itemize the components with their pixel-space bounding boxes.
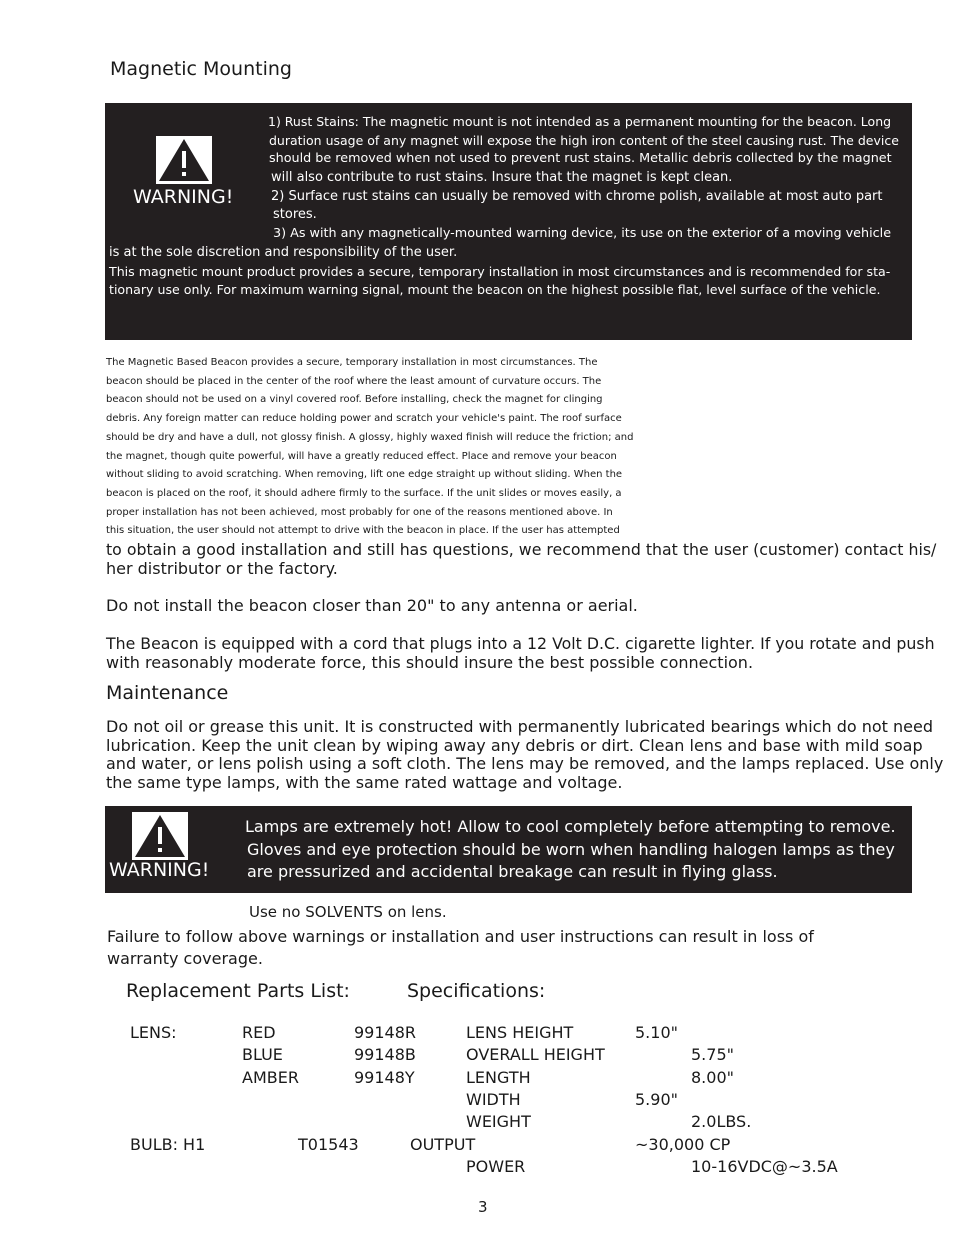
cord-paragraph <box>106 635 935 672</box>
lens-part-number: 99148R <box>354 1023 417 1042</box>
lens-part-number: 99148B <box>354 1045 416 1064</box>
paragraph-line: warranty coverage. <box>107 949 263 968</box>
lamp-warning-box <box>105 806 912 893</box>
warning-text-line: should be removed when not used to prevent rust stains. Metallic debris collected by the magnet <box>269 151 892 166</box>
spec-label: WEIGHT <box>466 1112 531 1131</box>
paragraph-line: should be dry and have a dull, not glossy finish. A glossy, highly waxed finish will reduce the friction; and <box>106 431 634 443</box>
paragraph-line: beacon is placed on the roof, it should adhere firmly to the surface. If the unit slides or moves easily, a <box>106 487 622 499</box>
paragraph-line: the same type lamps, with the same rated wattage and voltage. <box>106 773 623 793</box>
paragraph-line: without sliding to avoid scratching. When removing, lift one edge straight up without sliding. When the <box>106 469 623 481</box>
lens-label: LENS: <box>130 1023 177 1042</box>
lens-color: BLUE <box>242 1045 283 1064</box>
lens-color: AMBER <box>242 1068 299 1087</box>
bulb-part-number: T01543 <box>298 1135 359 1154</box>
warning-text-line: will also contribute to rust stains. Insure that the magnet is kept clean. <box>271 170 733 185</box>
spec-label: OVERALL HEIGHT <box>466 1045 605 1064</box>
warning-text-line: Gloves and eye protection should be worn when handling halogen lamps as they <box>247 840 895 859</box>
warning-text-line: Lamps are extremely hot! Allow to cool completely before attempting to remove. <box>245 817 896 836</box>
warning-label: WARNING! <box>109 859 210 881</box>
failure-notice <box>107 926 814 970</box>
paragraph-line: with reasonably moderate force, this should insure the best possible connection. <box>106 652 754 672</box>
warning-text-line: This magnetic mount product provides a secure, temporary installation in most circumstances and is recommended for sta- <box>109 264 891 279</box>
paragraph-line: debris. Any foreign matter can reduce holding power and scratch your vehicle's paint. The roof surface <box>106 413 622 425</box>
paragraph-line: beacon should be placed in the center of the roof where the least amount of curvature occurs. The <box>106 375 602 387</box>
warning-text-line: stores. <box>273 207 317 222</box>
warning-text-line: 1) Rust Stains: The magnetic mount is not intended as a permanent mounting for the beacon. Long <box>268 114 892 129</box>
spec-label: POWER <box>466 1157 526 1176</box>
spec-value: ~30,000 CP <box>635 1135 731 1154</box>
specifications-heading: Specifications: <box>407 980 546 1002</box>
warning-text-line: are pressurized and accidental breakage can result in flying glass. <box>247 862 778 881</box>
magnetic-description <box>106 354 936 578</box>
spec-label: OUTPUT <box>410 1135 476 1154</box>
spec-label: LENS HEIGHT <box>466 1023 574 1042</box>
warning-triangle-icon <box>156 136 212 184</box>
paragraph-line: The Magnetic Based Beacon provides a secure, temporary installation in most circumstances. The <box>106 357 598 368</box>
paragraph-line: The Beacon is equipped with a cord that plugs into a 12 Volt D.C. cigarette lighter. If you rotate and push <box>106 634 935 653</box>
bulb-label: BULB: H1 <box>130 1135 206 1154</box>
lens-part-number: 99148Y <box>354 1068 415 1087</box>
paragraph-line: lubrication. Keep the unit clean by wiping away any debris or dirt. Clean lens and base with mild soap <box>106 735 923 755</box>
spec-value: 5.75" <box>691 1045 734 1064</box>
paragraph-line: the magnet, though quite powerful, will have a greatly reduced effect. Place and remove your beacon <box>106 450 617 462</box>
antenna-note: Do not install the beacon closer than 20" to any antenna or aerial. <box>106 596 638 615</box>
magnetic-mounting-heading: Magnetic Mounting <box>110 58 292 80</box>
maintenance-heading: Maintenance <box>106 682 229 704</box>
paragraph-line: Failure to follow above warnings or installation and user instructions can result in loss of <box>107 927 814 946</box>
spec-value: 8.00" <box>691 1068 734 1087</box>
page-number: 3 <box>478 1198 488 1216</box>
spec-value: 5.10" <box>635 1023 678 1042</box>
warning-triangle-icon <box>132 812 188 860</box>
spec-label: LENGTH <box>466 1068 531 1087</box>
spec-value: 10-16VDC@~3.5A <box>691 1157 838 1176</box>
warning-text-line: is at the sole discretion and responsibility of the user. <box>109 245 458 260</box>
spec-value: 5.90" <box>635 1090 678 1109</box>
paragraph-line: this situation, the user should not attempt to drive with the beacon in place. If the user has attempted <box>106 525 620 537</box>
lens-color: RED <box>242 1023 276 1042</box>
replacement-parts-heading: Replacement Parts List: <box>126 980 350 1002</box>
paragraph-line: proper installation has not been achieved, most probably for one of the reasons mentioned above. In <box>106 506 613 518</box>
warning-label: WARNING! <box>133 186 234 208</box>
warning-text-line: 2) Surface rust stains can usually be removed with chrome polish, available at most auto part <box>271 189 883 204</box>
spec-label: WIDTH <box>466 1090 521 1109</box>
spec-value: 2.0LBS. <box>691 1112 752 1131</box>
paragraph-line: and water, or lens polish using a soft cloth. The lens may be removed, and the lamps replaced. Use only <box>106 754 944 774</box>
magnetic-warning-box <box>105 103 912 340</box>
paragraph-line: Do not oil or grease this unit. It is constructed with permanently lubricated bearings which do not need <box>106 717 933 736</box>
warning-text-line: duration usage of any magnet will expose the high iron content of the steel causing rust. The device <box>269 133 899 148</box>
maintenance-paragraph <box>106 718 943 793</box>
warning-text-line: tionary use only. For maximum warning signal, mount the beacon on the highest possible flat, level surface of the vehicle. <box>109 282 881 297</box>
paragraph-line: her distributor or the factory. <box>106 558 338 578</box>
solvents-note: Use no SOLVENTS on lens. <box>249 903 447 921</box>
paragraph-line: beacon should not be used on a vinyl covered roof. Before installing, check the magnet for clinging <box>106 394 603 406</box>
warning-text-line: 3) As with any magnetically-mounted warning device, its use on the exterior of a moving vehicle <box>273 226 892 241</box>
paragraph-line: to obtain a good installation and still has questions, we recommend that the user (customer) contact his/ <box>106 540 937 560</box>
